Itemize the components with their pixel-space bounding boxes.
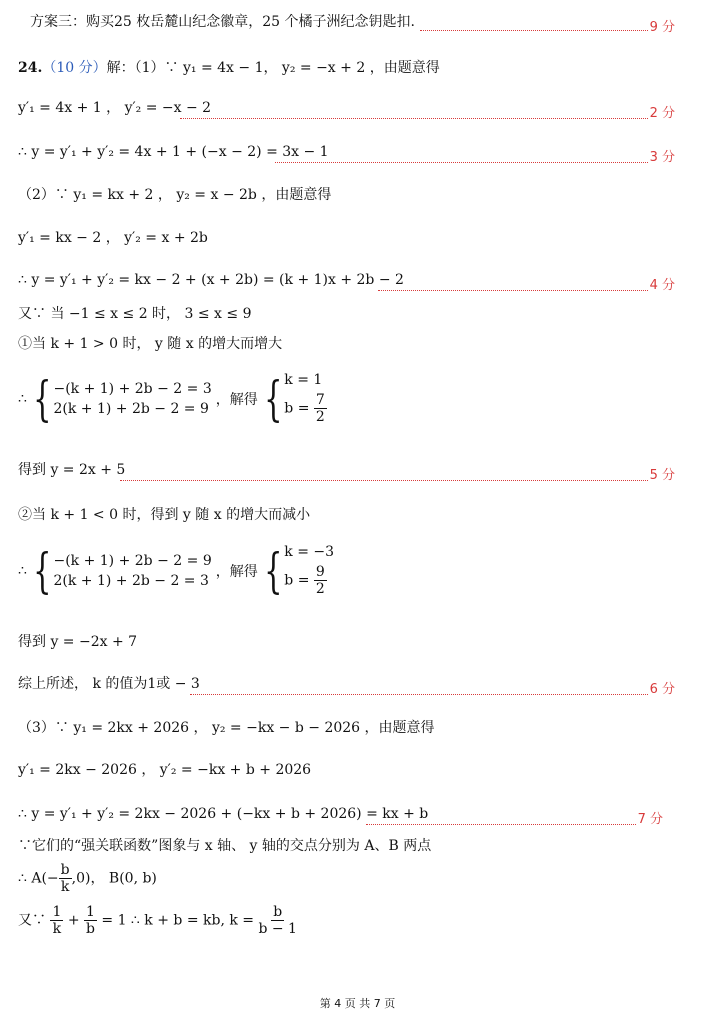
plan-three-line: 方案三：购买25 枚岳麓山纪念徽章，25 个橘子洲纪念钥匙扣. <box>30 14 415 30</box>
q24-header <box>18 58 440 78</box>
system-2-eq-1: −(k + 1) + 2b − 2 = 9 <box>53 552 212 569</box>
left-brace: { <box>33 542 52 599</box>
step2-line1: y′₁ = kx − 2 ， y′₂ = x + 2b <box>18 230 208 246</box>
case1-line: ①当 k + 1 > 0 时， y 随 x 的增大而增大 <box>18 336 283 352</box>
score-leader <box>420 30 648 31</box>
left-brace: { <box>263 370 283 427</box>
system-1-eq-2: 2(k + 1) + 2b − 2 = 9 <box>53 400 209 417</box>
score-7: 7 分 <box>637 812 663 827</box>
solution-2-b: b = $\frac{9}{2}$ <box>284 564 325 597</box>
points-line: ∴ A(− $\frac{b}{k}$ ,0)， B(0, b) <box>18 862 157 895</box>
score-leader <box>366 824 636 825</box>
step2-line2: ∴ y = y′₁ + y′₂ = kx − 2 + (x + 2b) = (k + 1)x + 2b − 2 <box>18 272 404 288</box>
system-1: ∴ { −(k + 1) + 2b − 2 = 3 2(k + 1) + 2b − 2 = 9 ，解得 { k = 1 b = $\frac{7}{2}$ <box>18 370 325 427</box>
score-leader <box>190 694 648 695</box>
left-brace: { <box>33 370 52 427</box>
score-9: 9 分 <box>649 20 675 35</box>
system-2: ∴ { −(k + 1) + 2b − 2 = 9 2(k + 1) + 2b − 2 = 3 ，解得 { k = −3 b = $\frac{9}{2}$ <box>18 542 335 599</box>
part3-intro: （3）∵ y₁ = 2kx + 2026 ， y₂ = −kx − b − 2026 ，由题意得 <box>18 720 435 736</box>
step3-line1: y′₁ = 2kx − 2026 ， y′₂ = −kx + b + 2026 <box>18 762 312 778</box>
result-2: 得到 y = −2x + 7 <box>18 634 138 650</box>
solve-word: ，解得 <box>215 391 258 408</box>
intersection-line: ∵它们的“强关联函数”图象与 x 轴、 y 轴的交点分别为 A、B 两点 <box>18 838 432 854</box>
solution-1-k: k = 1 <box>284 372 323 388</box>
part2-intro: （2）∵ y₁ = kx + 2 ， y₂ = x − 2b ，由题意得 <box>18 187 332 203</box>
score-leader <box>275 162 648 163</box>
system-2-eq-2: 2(k + 1) + 2b − 2 = 3 <box>53 572 209 589</box>
score-4: 4 分 <box>649 278 675 293</box>
score-2: 2 分 <box>649 106 675 121</box>
left-brace: { <box>263 542 283 599</box>
summary-line: 综上所述， k 的值为1或 − 3 <box>18 676 200 692</box>
system-1-eq-1: −(k + 1) + 2b − 2 = 3 <box>53 380 212 397</box>
condition-line: 又∵ 当 −1 ≤ x ≤ 2 时， 3 ≤ x ≤ 9 <box>18 306 252 322</box>
solve-word: ，解得 <box>215 563 258 580</box>
score-6: 6 分 <box>649 682 675 697</box>
score-leader <box>378 290 648 291</box>
q24-intro: 解：（1）∵ y₁ = 4x − 1， y₂ = −x + 2 ，由题意得 <box>106 60 440 76</box>
step3-line2: ∴ y = y′₁ + y′₂ = 2kx − 2026 + (−kx + b + 2026) = kx + b <box>18 806 429 822</box>
result-1: 得到 y = 2x + 5 <box>18 462 126 478</box>
final-line: 又∵ $\frac{1}{k}$ + $\frac{1}{b}$ = 1 ∴ k + b = kb, k = $\frac{b}{b - 1}$ <box>18 904 297 937</box>
score-5: 5 分 <box>649 468 675 483</box>
solution-2-k: k = −3 <box>284 544 335 560</box>
case2-line: ②当 k + 1 < 0 时，得到 y 随 x 的增大而减小 <box>18 507 311 523</box>
score-3: 3 分 <box>649 150 675 165</box>
solution-1-b: b = $\frac{7}{2}$ <box>284 392 325 425</box>
score-leader <box>180 118 648 119</box>
step1-line2: ∴ y = y′₁ + y′₂ = 4x + 1 + (−x − 2) = 3x − 1 <box>18 144 329 160</box>
page-footer: 第 4 页 共 7 页 <box>319 997 396 1010</box>
q24-number: 24. <box>18 60 43 76</box>
score-leader <box>120 480 648 481</box>
step1-line1: y′₁ = 4x + 1 ， y′₂ = −x − 2 <box>18 100 212 116</box>
q24-points: （10 分） <box>42 60 107 76</box>
